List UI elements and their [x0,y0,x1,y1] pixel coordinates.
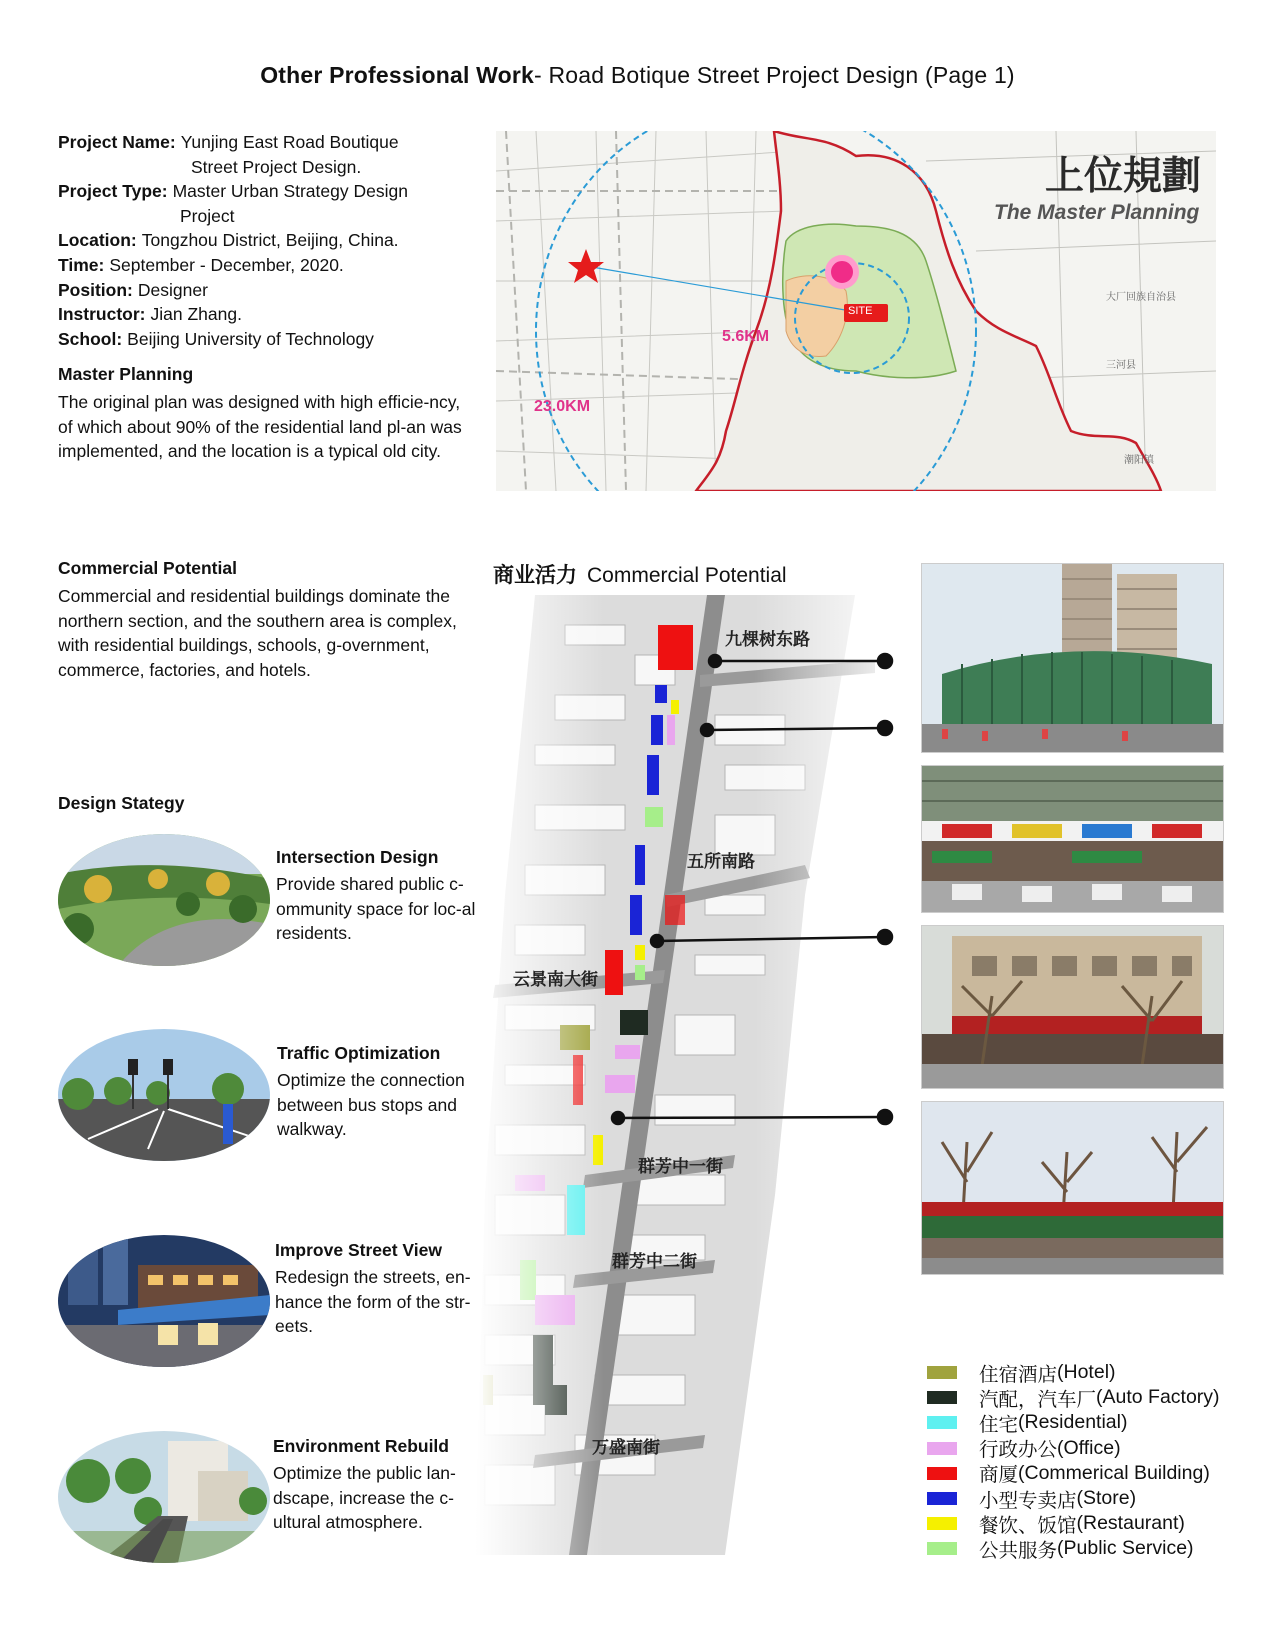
strategy-image-intersection [58,834,270,966]
info-value: Jian Zhang. [150,304,242,325]
strategy-text: Optimize the public lan-dscape, increase the c-ultural atmosphere. [273,1463,456,1533]
commercial-text: Commercial and residential buildings dominate the northern section, and the southern area is complex, with residential buildings, schools, g-overnment, commerce, factories, and hotels. [58,586,457,680]
info-label: Location: [58,230,137,251]
legend-item: 公共服务 (Public Service) [927,1536,1220,1561]
page-title: Other Professional Work- Road Botique Street Project Design (Page 1) [260,62,1015,88]
commercial-heading: Commercial Potential [58,558,237,578]
land-use-legend [927,1360,1220,1562]
street-label: 云景南大街 [513,970,598,989]
legend-swatch [927,1366,957,1379]
legend-item: 行政办公 (Office) [927,1436,1220,1461]
map-title-cn: 上位規劃 [1045,155,1202,198]
strategy-image-environment [58,1431,270,1563]
street-label: 群芳中二街 [612,1252,697,1271]
strategy-title: Intersection Design [276,847,439,867]
info-label: Time: [58,254,105,275]
master-planning-text: The original plan was designed with high efficie-ncy, of which about 90% of the residential land pl-an was implemented, and the location is a typical old city. [58,392,462,462]
info-label: Project Name: [58,132,176,152]
info-value: Designer [137,279,208,300]
info-value: Project [180,205,235,226]
info-label: School: [58,328,123,349]
strategy-title: Improve Street View [275,1240,442,1260]
commercial-plan-diagram [475,595,905,1555]
info-value: Beijing University of Technology [127,328,374,349]
legend-swatch [927,1542,957,1555]
street-label: 五所南路 [687,852,755,871]
strategy-image-traffic [58,1029,270,1161]
street-label: 九棵树东路 [725,630,810,649]
legend-item: 住宿酒店 (Hotel) [927,1360,1220,1385]
strategy-title: Environment Rebuild [273,1436,449,1456]
info-label: Instructor: [58,304,146,325]
legend-item: 商厦 (Commerical Building) [927,1461,1220,1486]
legend-item: 小型专卖店 (Store) [927,1486,1220,1511]
master-plan-map [496,131,1216,491]
street-photo-trees [921,1101,1224,1275]
design-strategy-heading: Design Stategy [58,793,185,813]
street-label: 群芳中一街 [638,1157,723,1176]
legend-swatch [927,1391,957,1404]
street-photo-mall [921,563,1224,753]
strategy-text: Redesign the streets, en-hance the form of the str-eets. [275,1267,471,1337]
street-photo-shops [921,765,1224,913]
radius-small-label: 5.6KM [722,328,770,345]
strategy-image-street-view [58,1235,270,1367]
info-label: Project Type: [58,181,168,202]
strategy-text: Provide shared public c-ommunity space for loc-al residents. [276,874,476,944]
strategy-title: Traffic Optimization [277,1043,441,1063]
radius-large-label: 23.0KM [534,398,591,415]
strategy-text: Optimize the connection between bus stops and walkway. [277,1070,465,1140]
commercial-plan-title: 商业活力 Commercial Potential [493,564,787,587]
map-place-label: 大厂回族自治县 [1106,292,1176,303]
legend-swatch [927,1416,957,1429]
info-value: Master Urban Strategy Design [172,181,408,202]
info-label: Position: [58,279,133,300]
legend-item: 汽配，汽车厂 (Auto Factory) [927,1385,1220,1410]
info-value: Street Project Design. [191,156,362,177]
legend-swatch [927,1467,957,1480]
map-place-label: 潮阳镇 [1124,455,1154,466]
info-value: Yunjing East Road Boutique [180,132,399,152]
info-value: Tongzhou District, Beijing, China. [141,230,399,251]
map-title-en: The Master Planning [994,201,1200,224]
street-label: 万盛南街 [592,1438,660,1457]
site-label: SITE [848,305,873,317]
legend-swatch [927,1442,957,1455]
legend-swatch [927,1517,957,1530]
legend-swatch [927,1492,957,1505]
project-info [58,130,488,351]
map-place-label: 三河县 [1106,360,1136,371]
legend-item: 餐饮、饭馆 (Restaurant) [927,1511,1220,1536]
legend-item: 住宅 (Residential) [927,1410,1220,1435]
master-planning-heading: Master Planning [58,364,194,384]
street-photo-building [921,925,1224,1089]
info-value: September - December, 2020. [109,254,344,275]
